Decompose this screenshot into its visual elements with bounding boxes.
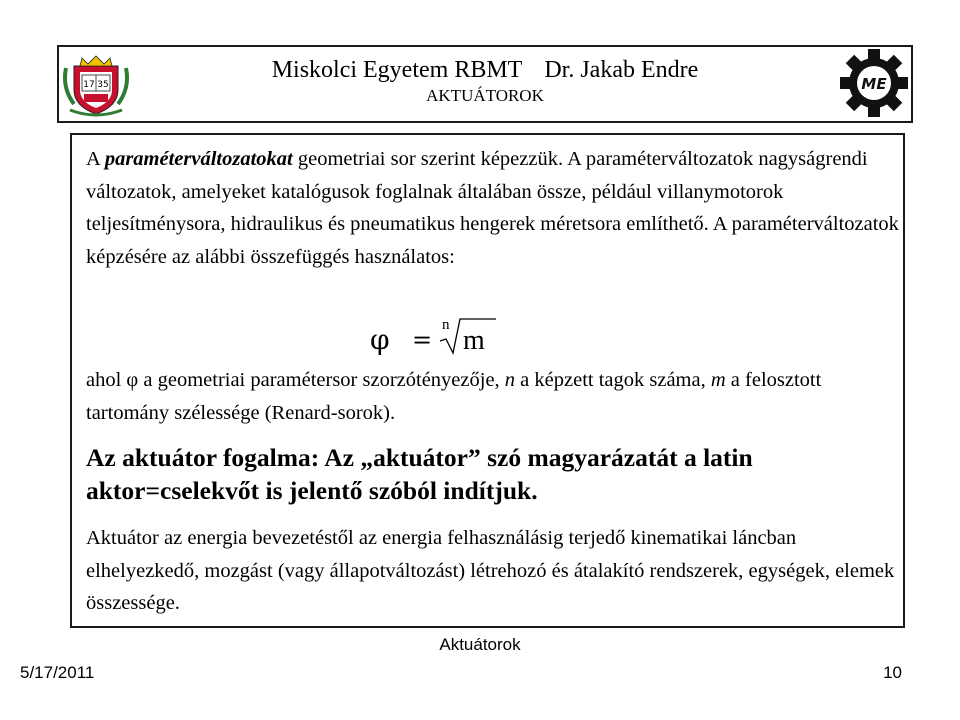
footer-title: Aktuátorok bbox=[439, 635, 521, 654]
formula-radicand: m bbox=[463, 325, 485, 356]
crest-year-left: 17 bbox=[83, 80, 95, 90]
author-name: Dr. Jakab Endre bbox=[544, 57, 699, 83]
header-title bbox=[160, 56, 810, 84]
paragraph-actuator-description: Aktuátor az energia bevezetéstől az energia felhasználásig terjedő kinematikai láncban elhelyezkedő, mozgást (vagy állapotváltozást) létrehozó és átalakító rendszerek, egységek, elemek összessége. bbox=[86, 527, 895, 614]
emphasized-term: paraméterváltozatokat bbox=[104, 148, 293, 170]
formula-phi-nth-root bbox=[368, 313, 508, 357]
paragraph-actuator-definition: Az aktuátor fogalma: Az „aktuátor” szó magyarázatát a latin aktor=cselekvőt is jelentő szóból indítjuk. bbox=[86, 443, 753, 505]
page-number: 10 bbox=[883, 663, 902, 682]
crest-year-right: 35 bbox=[97, 80, 109, 90]
university-crest-icon bbox=[60, 48, 132, 118]
me-logo-text: ME bbox=[861, 75, 887, 93]
paragraph-where: ahol φ a geometriai paramétersor szorzótényezője, n a képzett tagok száma, m a felosztott tartomány szélessége (Renard-sorok). bbox=[86, 369, 822, 424]
paragraph-parameter-variants: A paraméterváltozatokat geometriai sor szerint képezzük. A paraméterváltozatok nagyságrendi változatok, amelyeket katalógusok foglalnak általában össze, például villanymotorok teljesítménysora, hidraulikus és pneumatikus hengerek méretsora említhető. A paraméterváltozatok képzésére az alábbi összefüggés használatos: bbox=[86, 148, 899, 268]
institution-name: Miskolci Egyetem RBMT bbox=[271, 57, 523, 83]
header-subtitle: AKTUÁTOROK bbox=[426, 86, 544, 105]
formula-phi: φ bbox=[370, 323, 390, 356]
footer-date: 5/17/2011 bbox=[20, 663, 95, 682]
gear-me-logo-icon bbox=[838, 46, 910, 120]
formula-equals: = bbox=[412, 326, 433, 354]
formula-root-index: n bbox=[442, 317, 450, 333]
